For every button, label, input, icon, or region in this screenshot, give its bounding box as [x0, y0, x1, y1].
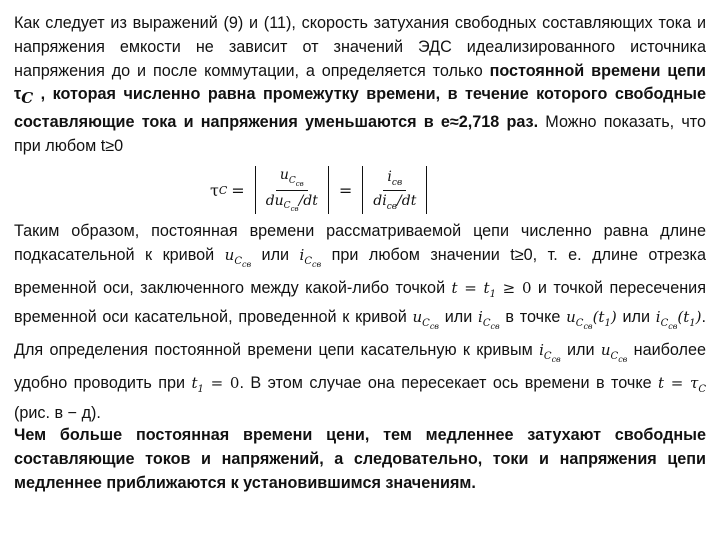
p1-text-end: Можно показать, что при любом t≥0: [14, 113, 706, 156]
paragraph-1: [14, 12, 706, 159]
p1-bold-1: постоянной времени цепи $\tau_C$ , которая численно равна промежутку времени, в течение которого свободные составляющие тока и напряжения уменьшаются в e≈2,718 раз.: [14, 61, 706, 132]
p1-text: Как следует из выражений (9) и (11), скорость затухания свободных составляющих тока и напряжения емкости не зависит от значений ЭДС идеализированного источника напряжения до и после коммутации, а определяется только: [14, 14, 706, 80]
paragraph-3: Чем больше постоянная времени цени, тем медленнее затухают свободные составляющие токов и напряжений, а следовательно, токи и напряжения цепи медленнее приближаются к установившимся значениям.: [14, 426, 706, 492]
abs-fraction-1: $\frac{u_{C_{св}}}{du_{C_{св}}/dt}$: [255, 166, 329, 214]
abs-fraction-2: $\frac{i_{св}}{di_{св}/dt}$: [362, 166, 427, 214]
formula-tau: τ C = $\frac{u_{C_{св}}}{du_{C_{св}}/dt}$ = $\frac{i_{св}}{di_{св}/dt}$: [210, 164, 433, 216]
paragraph-2: Таким образом, постоянная времени рассматриваемой цепи численно равна длине подкасательной к кривой $u_{C_{св}}$ или $i_{C_{св}}$ при любом значении t≥0, т. е. длине отрезка временной оси, заключенного между какой-либо точкой $t = t_1 \ge 0$ и точкой пересечения временной оси касательной, проведенной к кривой $u_{C_{св}}$ или $i_{C_{св}}$ в точке $u_{C_{св}}(t_1)$ или $i_{C_{св}}(t_1)$. Для определения постоянной времени цепи касательную к кривым $i_{C_{св}}$ или $u_{C_{св}}$ наиболее удобно проводить при $t_1 = 0$. В этом случае она пересекает ось времени в точке $t = \tau_C$ (рис. в − д).: [14, 222, 706, 422]
